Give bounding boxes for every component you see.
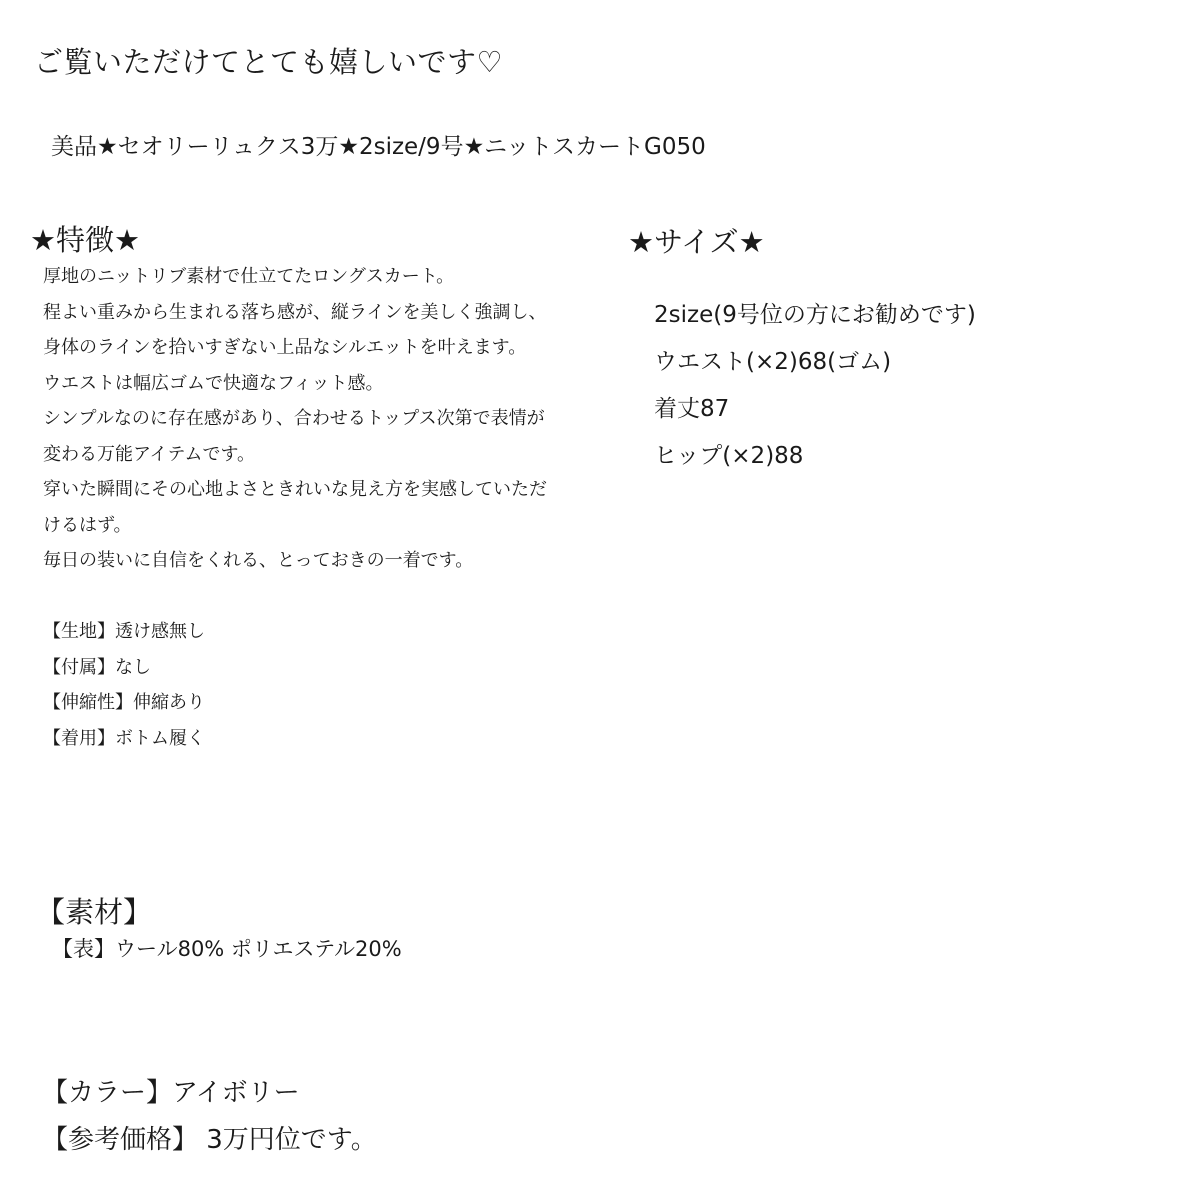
features-line: ウエストは幅広ゴムで快適なフィット感。 bbox=[43, 372, 384, 394]
spec-wear: 【着用】ボトム履く bbox=[43, 727, 205, 749]
size-length: 着丈87 bbox=[654, 396, 730, 422]
features-line: 変わる万能アイテムです。 bbox=[43, 443, 256, 465]
features-description bbox=[43, 259, 613, 579]
features-line: シンプルなのに存在感があり、合わせるトップス次第で表情が bbox=[43, 408, 545, 429]
spec-list bbox=[43, 614, 205, 756]
color-line: 【カラー】アイボリー bbox=[42, 1078, 300, 1108]
size-list bbox=[654, 292, 976, 480]
size-hip: ヒップ(×2)88 bbox=[654, 443, 804, 469]
spec-fabric: 【生地】透け感無し bbox=[43, 621, 205, 642]
size-waist: ウエスト(×2)68(ゴム) bbox=[654, 349, 892, 375]
features-line: 穿いた瞬間にその心地よさときれいな見え方を実感していただ bbox=[43, 479, 547, 500]
product-title: 美品★セオリーリュクス3万★2size/9号★ニットスカートG050 bbox=[51, 134, 706, 160]
features-line: 厚地のニットリブ素材で仕立てたロングスカート。 bbox=[43, 266, 455, 287]
price-line: 【参考価格】 3万円位です。 bbox=[42, 1125, 377, 1155]
features-heading: ★特徴★ bbox=[30, 223, 140, 257]
size-recommendation: 2size(9号位の方にお勧めです) bbox=[654, 302, 976, 328]
features-line: 程よい重みから生まれる落ち感が、縦ラインを美しく強調し、 bbox=[43, 301, 547, 323]
size-heading: ★サイズ★ bbox=[628, 225, 765, 259]
material-value: 【表】ウール80% ポリエステル20% bbox=[52, 937, 402, 961]
spec-accessories: 【付属】なし bbox=[43, 656, 151, 678]
material-heading: 【素材】 bbox=[36, 895, 153, 929]
features-line: けるはず。 bbox=[43, 514, 132, 536]
features-line: 身体のラインを拾いすぎない上品なシルエットを叶えます。 bbox=[43, 337, 527, 358]
spec-stretch: 【伸縮性】伸縮あり bbox=[43, 692, 205, 713]
features-line: 毎日の装いに自信をくれる、とっておきの一着です。 bbox=[43, 550, 474, 571]
greeting-text: ご覧いただけてとても嬉しいです♡ bbox=[34, 45, 503, 79]
